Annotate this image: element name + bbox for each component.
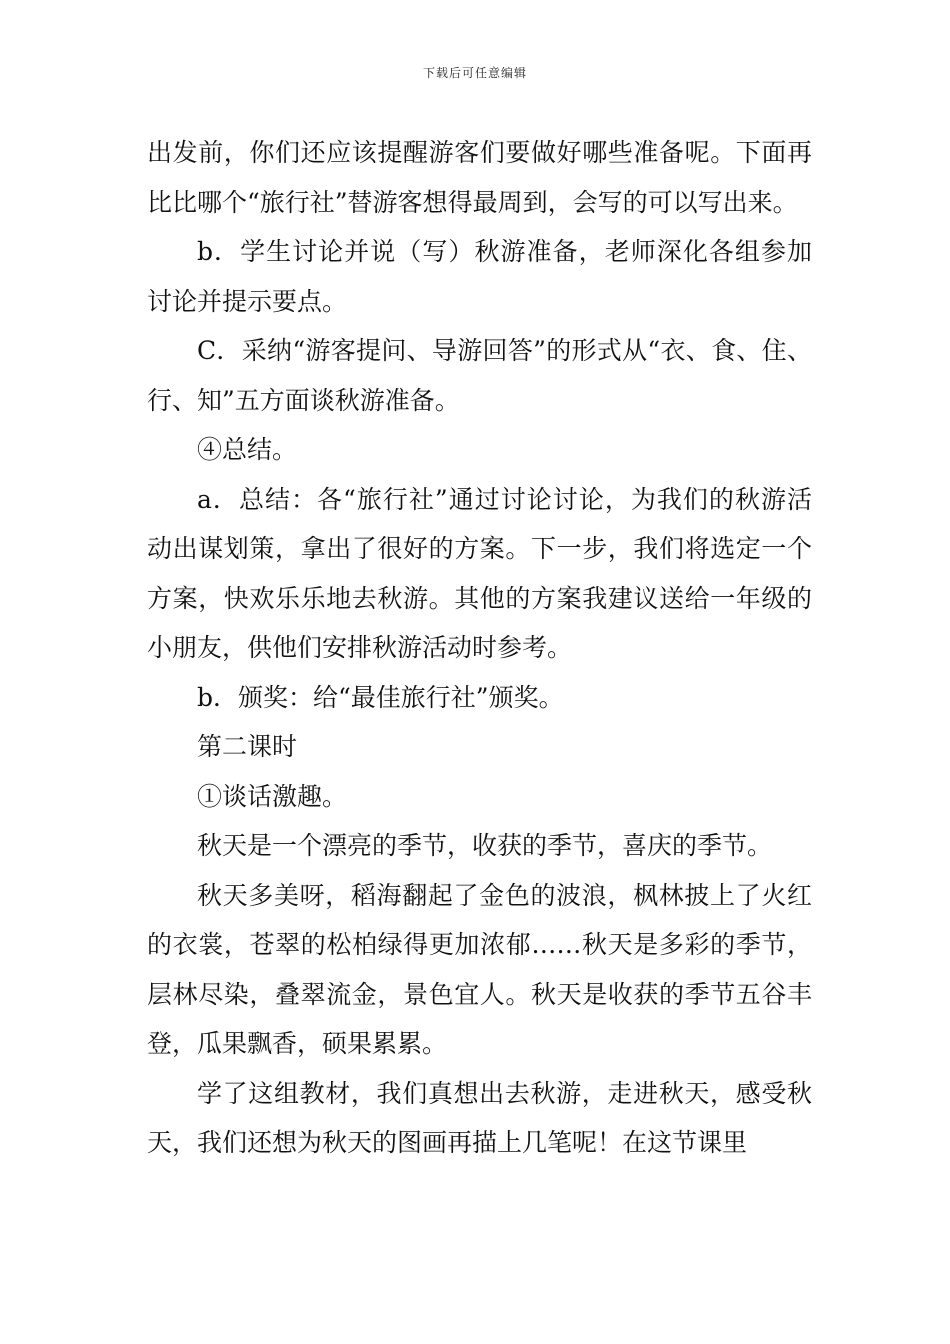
- document-body: [147, 128, 812, 1168]
- paragraph: b．学生讨论并说（写）秋游准备，老师深化各组参加讨论并提示要点。: [147, 237, 812, 316]
- page-header-note: 下载后可任意编辑: [422, 66, 527, 80]
- paragraph: 秋天是一个漂亮的季节，收获的季节，喜庆的季节。: [197, 831, 773, 860]
- paragraph: ④总结。: [197, 435, 298, 464]
- paragraph: C．采纳“游客提问、导游回答”的形式从“衣、食、住、行、知”五方面谈秋游准备。: [147, 336, 812, 415]
- paragraph: 学了这组教材，我们真想出去秋游，走进秋天，感受秋天，我们还想为秋天的图画再描上几笔呢！在这节课里: [147, 1078, 812, 1157]
- paragraph: 出发前，你们还应该提醒游客们要做好哪些准备呢。下面再比比哪个“旅行社”替游客想得最周到，会写的可以写出来。: [147, 138, 812, 217]
- paragraph: 秋天多美呀，稻海翻起了金色的波浪，枫林披上了火红的衣裳，苍翠的松柏绿得更加浓郁……秋天是多彩的季节，层林尽染，叠翠流金，景色宜人。秋天是收获的季节五谷丰登，瓜果飘香，硕果累累。: [147, 880, 812, 1058]
- paragraph: ①谈话激趣。: [197, 781, 348, 811]
- paragraph: b．颁奖：给“最佳旅行社”颁奖。: [197, 682, 564, 712]
- paragraph: a．总结：各“旅行社”通过讨论讨论，为我们的秋游活动出谋划策，拿出了很好的方案。下一步，我们将选定一个方案，快欢乐乐地去秋游。其他的方案我建议送给一年级的小朋友，供他们安排秋游活动时参考。: [147, 484, 812, 662]
- section-heading: 第二课时: [197, 732, 298, 761]
